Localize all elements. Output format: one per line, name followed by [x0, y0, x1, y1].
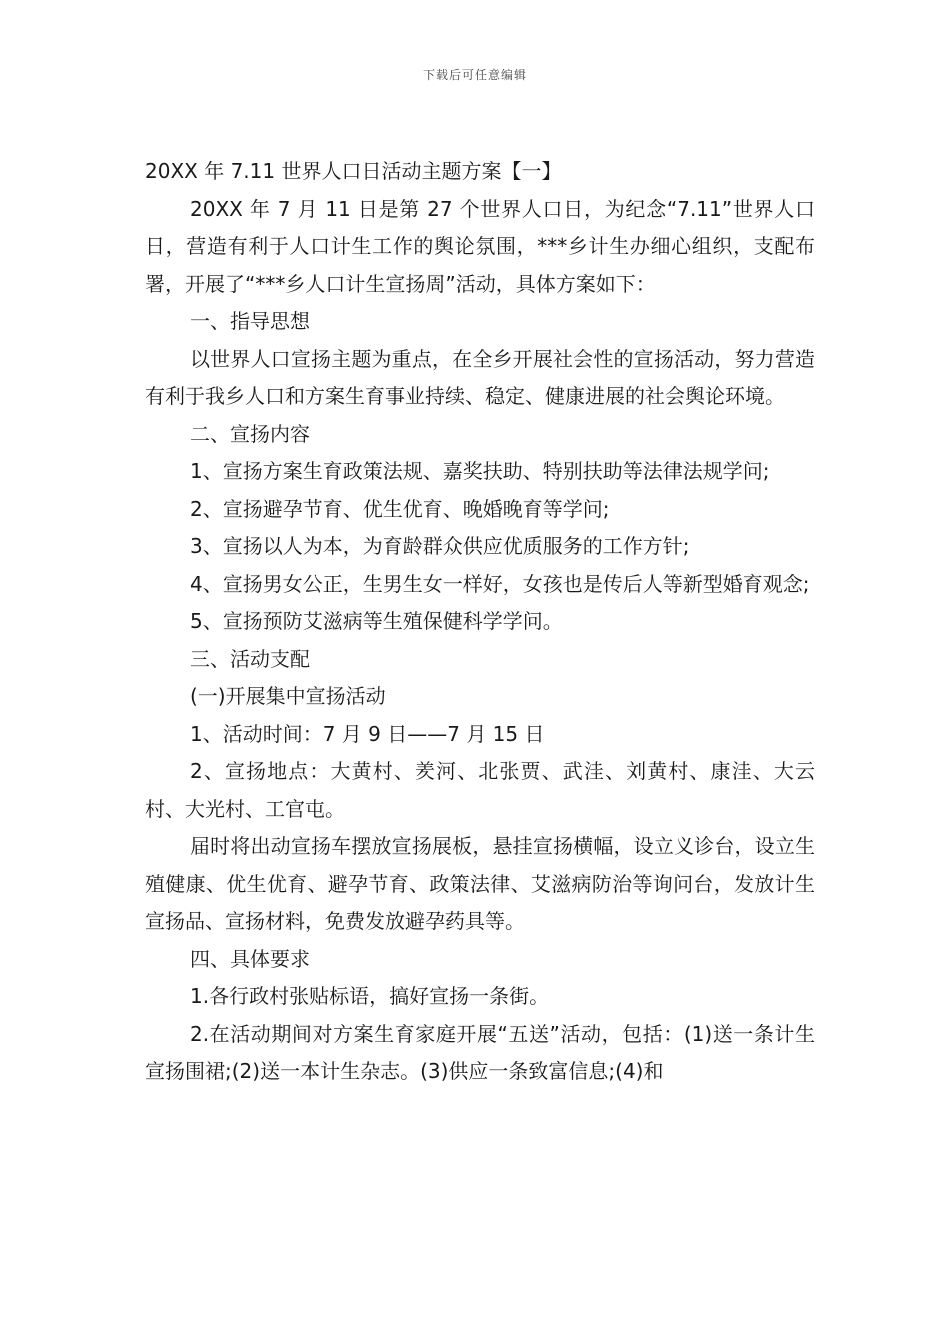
- list-item-content-5: 5、宣扬预防艾滋病等生殖保健科学学问。: [190, 609, 563, 633]
- section-heading-requirements: 四、具体要求: [190, 946, 310, 971]
- list-item-requirement-1: 1.各行政村张贴标语，搞好宣扬一条街。: [190, 984, 550, 1008]
- list-item-content-4: 4、宣扬男女公正，生男生女一样好，女孩也是传后人等新型婚育观念;: [190, 571, 810, 596]
- paragraph-activity-details: 届时将出动宣扬车摆放宣扬展板，悬挂宣扬横幅，设立义诊台，设立生殖健康、优生优育、避孕节育、政策法律、艾滋病防治等询问台，发放计生宣扬品、宣扬材料，免费发放避孕药具等。: [145, 834, 815, 933]
- paragraph-intro: 20XX 年 7 月 11 日是第 27 个世界人口日，为纪念“7.11”世界人口日，营造有利于人口计生工作的舆论氛围，***乡计生办细心组织，支配布署，开展了“***乡人口计生宣扬周”活动，具体方案如下：: [145, 196, 815, 296]
- list-item-activity-location: 2、宣扬地点：大黄村、羑河、北张贾、武洼、刘黄村、康洼、大云村、大光村、工官屯。: [145, 759, 815, 821]
- list-item-requirement-2: 2.在活动期间对方案生育家庭开展“五送”活动，包括：(1)送一条计生宣扬围裙;(2)送一本计生杂志。(3)供应一条致富信息;(4)和: [145, 1021, 815, 1083]
- section-heading-guiding-thought: 一、指导思想: [190, 309, 310, 333]
- subsection-heading-campaign: (一)开展集中宣扬活动: [190, 684, 386, 708]
- header-note: 下载后可任意编辑: [422, 68, 527, 82]
- document-body: [145, 153, 815, 1091]
- list-item-content-1: 1、宣扬方案生育政策法规、嘉奖扶助、特别扶助等法律法规学问;: [190, 459, 770, 483]
- paragraph-guiding-thought: 以世界人口宣扬主题为重点，在全乡开展社会性的宣扬活动，努力营造有利于我乡人口和方案生育事业持续、稳定、健康进展的社会舆论环境。: [145, 346, 815, 408]
- section-heading-content: 二、宣扬内容: [190, 421, 310, 446]
- document-title: 20XX 年 7.11 世界人口日活动主题方案【一】: [145, 159, 562, 183]
- section-heading-arrangement: 三、活动支配: [190, 646, 310, 671]
- list-item-content-3: 3、宣扬以人为本，为育龄群众供应优质服务的工作方针;: [190, 534, 690, 558]
- list-item-activity-time: 1、活动时间：7 月 9 日——7 月 15 日: [190, 721, 545, 746]
- list-item-content-2: 2、宣扬避孕节育、优生优育、晚婚晚育等学问;: [190, 496, 610, 521]
